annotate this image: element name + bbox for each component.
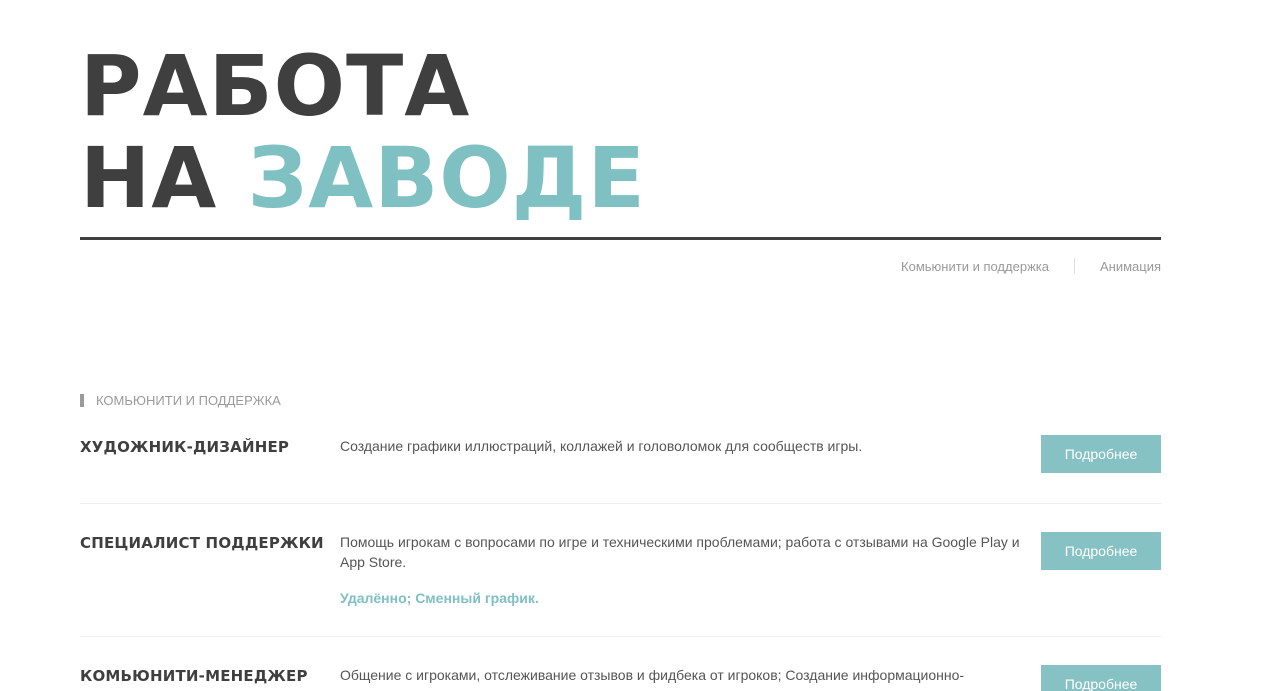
job-description: Создание графики иллюстраций, коллажей и головоломок для сообществ игры. xyxy=(340,438,863,454)
job-body xyxy=(340,665,1030,685)
job-body xyxy=(340,436,1030,456)
hero-divider xyxy=(80,237,1161,240)
job-title: СПЕЦИАЛИСТ ПОДДЕРЖКИ xyxy=(80,534,324,552)
hero-title-line-2 xyxy=(80,129,1162,227)
hero-title-accent: ЗАВОДЕ xyxy=(247,129,646,227)
details-button[interactable]: Подробнее xyxy=(1041,665,1161,691)
nav-link-community[interactable]: Комьюнити и поддержка xyxy=(901,258,1049,274)
job-title: КОМЬЮНИТИ-МЕНЕДЖЕР xyxy=(80,667,308,685)
section-heading xyxy=(80,393,281,408)
nav-separator xyxy=(1074,258,1075,274)
details-button[interactable]: Подробнее xyxy=(1041,532,1161,570)
section-marker xyxy=(80,394,84,407)
job-row xyxy=(80,435,1161,504)
job-body xyxy=(340,532,1030,608)
job-description: Помощь игрокам с вопросами по игре и техническими проблемами; работа с отзывами на Google Play и App Store. xyxy=(340,534,1020,570)
category-nav xyxy=(901,258,1161,274)
hero-title-plain: НА xyxy=(80,129,218,227)
details-button[interactable]: Подробнее xyxy=(1041,435,1161,473)
job-row xyxy=(80,504,1161,637)
hero-title-line-1: РАБОТА xyxy=(80,37,471,135)
job-title: ХУДОЖНИК-ДИЗАЙНЕР xyxy=(80,438,290,456)
hero-title xyxy=(80,37,1162,227)
nav-link-animation[interactable]: Анимация xyxy=(1099,258,1161,274)
job-row xyxy=(80,637,1161,691)
job-description: Общение с игроками, отслеживание отзывов и фидбека от игроков; Создание информационно- xyxy=(340,667,965,683)
section-heading-text: КОМЬЮНИТИ И ПОДДЕРЖКА xyxy=(96,393,281,408)
job-meta: Удалённо; Сменный график. xyxy=(340,590,539,606)
job-list xyxy=(80,435,1161,691)
